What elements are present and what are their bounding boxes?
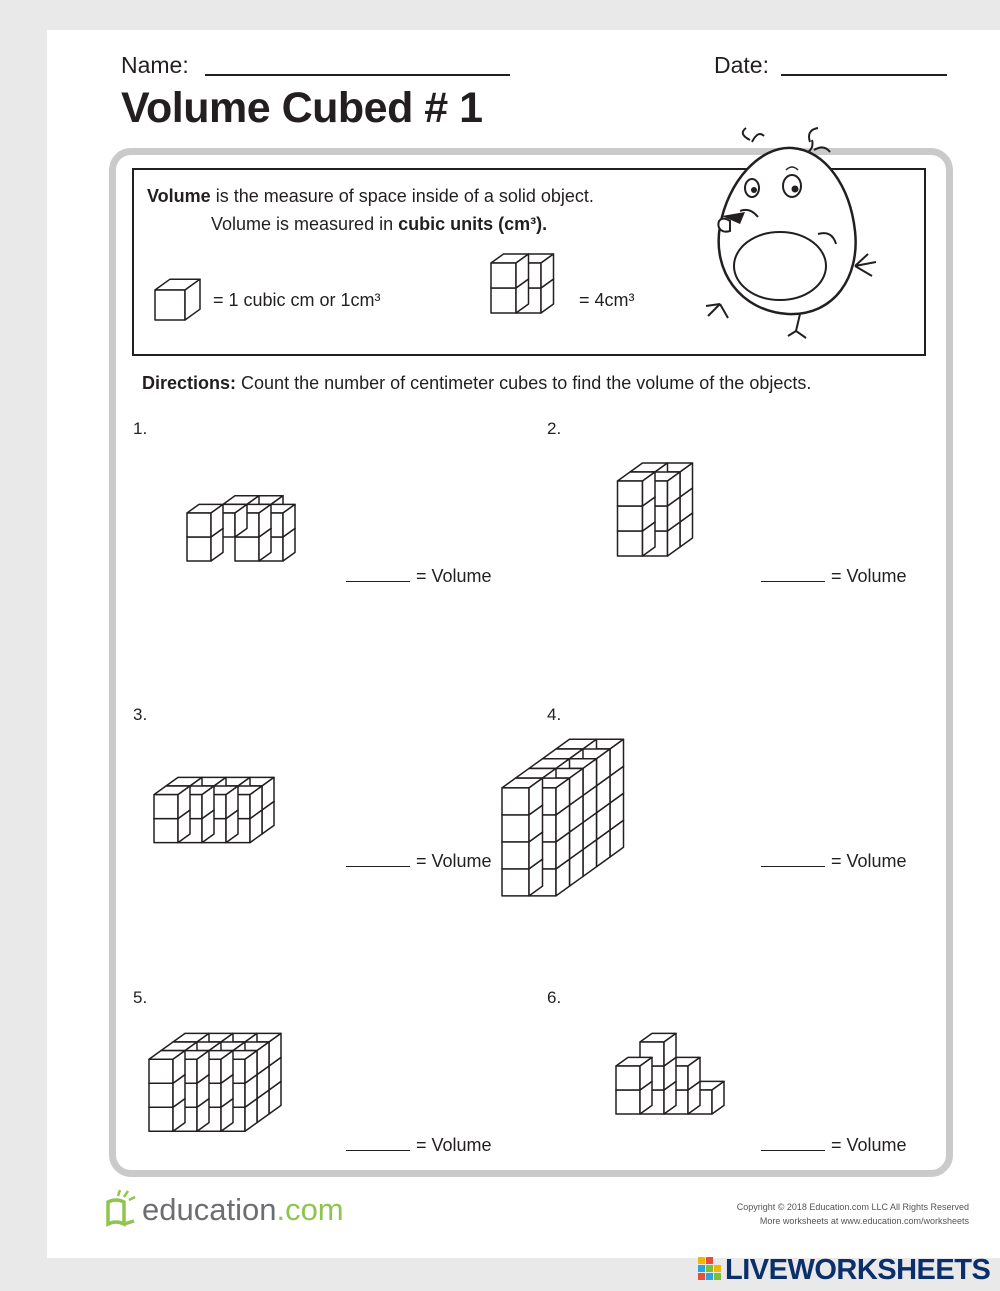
problem-2-number: 2.	[547, 419, 562, 438]
problem-2-answer	[761, 566, 907, 587]
name-field[interactable]	[205, 74, 510, 76]
problem-4-answer	[761, 851, 907, 872]
info-definition: is the measure of space inside of a solid object.	[210, 186, 594, 206]
problem-3-answer-blank[interactable]	[346, 852, 410, 867]
date-label: Date:	[714, 52, 769, 78]
more-worksheets-text: More worksheets at www.education.com/worksheets	[759, 1216, 969, 1226]
problem-4-volume-label: = Volume	[831, 851, 907, 871]
info-line-1	[147, 186, 594, 207]
egg-mascot-image	[700, 126, 885, 346]
education-logo-tld: .com	[276, 1192, 344, 1227]
problem-3-answer	[346, 851, 492, 872]
problem-6-answer	[761, 1135, 907, 1156]
education-book-icon	[104, 1188, 140, 1228]
directions-body: Count the number of centimeter cubes to find the volume of the objects.	[236, 373, 812, 393]
problem-1-number: 1.	[133, 419, 148, 438]
info-unit-text: Volume is measured in	[211, 214, 399, 234]
problem-2-volume-label: = Volume	[831, 566, 907, 586]
problem-5-answer-blank[interactable]	[346, 1136, 410, 1151]
date-field[interactable]	[781, 74, 947, 76]
problem-6-number: 6.	[547, 988, 562, 1007]
problem-1-volume-label: = Volume	[416, 566, 492, 586]
directions-text	[142, 373, 811, 394]
problem-1-answer	[346, 566, 492, 587]
education-logo[interactable]	[104, 1188, 344, 1228]
education-logo-text: education	[142, 1192, 277, 1227]
info-unit-bold: cubic units (cm³).	[398, 214, 548, 234]
problem-6-volume-label: = Volume	[831, 1135, 907, 1155]
problem-5-volume-label: = Volume	[416, 1135, 492, 1155]
problem-3-volume-label: = Volume	[416, 851, 492, 871]
problem-6-answer-blank[interactable]	[761, 1136, 825, 1151]
problem-5-answer	[346, 1135, 492, 1156]
info-line-2	[211, 214, 547, 235]
directions-label: Directions:	[142, 373, 237, 393]
name-label: Name:	[121, 52, 189, 78]
example-2-label: = 4cm³	[579, 290, 635, 310]
page-title: Volume Cubed # 1	[121, 84, 483, 132]
liveworksheets-logo[interactable]	[697, 1254, 990, 1287]
problem-2-answer-blank[interactable]	[761, 567, 825, 582]
example-1-label: = 1 cubic cm or 1cm³	[213, 290, 381, 310]
liveworksheets-icon	[697, 1256, 723, 1286]
liveworksheets-text: LIVEWORKSHEETS	[725, 1254, 991, 1286]
problem-1-answer-blank[interactable]	[346, 567, 410, 582]
copyright-text: Copyright © 2018 Education.com LLC All Rights Reserved	[736, 1202, 969, 1212]
problem-5-number: 5.	[133, 988, 148, 1007]
problem-4-answer-blank[interactable]	[761, 852, 825, 867]
volume-term: Volume	[147, 186, 211, 206]
problem-4-number: 4.	[547, 705, 562, 724]
problem-3-number: 3.	[133, 705, 148, 724]
